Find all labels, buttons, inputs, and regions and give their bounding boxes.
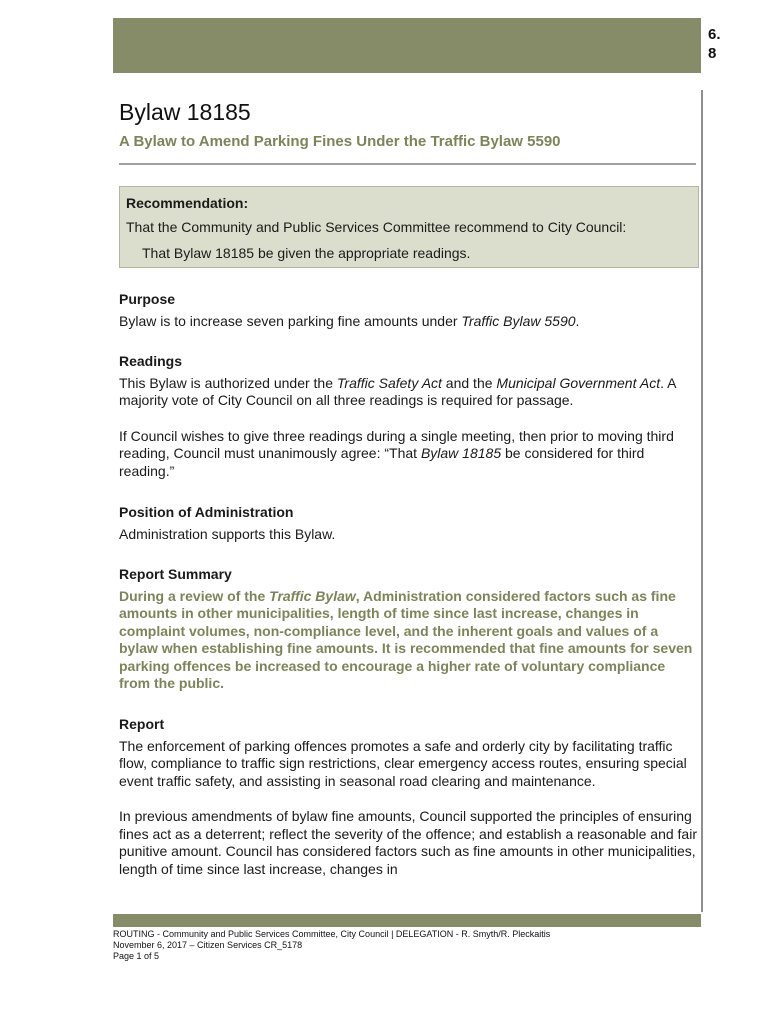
purpose-heading: Purpose [119, 291, 176, 307]
report-summary-heading: Report Summary [119, 566, 232, 582]
report-summary-section [119, 566, 699, 693]
position-section [119, 504, 699, 543]
footer-page-number: Page 1 of 5 [113, 951, 160, 961]
footer-date: November 6, 2017 – Citizen Services CR_5178 [113, 940, 303, 950]
readings-paragraph-1: This Bylaw is authorized under the Traffic Safety Act and the Municipal Government Act. A majority vote of City Council on all three readings is required for passage. [119, 374, 676, 408]
title-divider [119, 163, 696, 165]
position-text: Administration supports this Bylaw. [119, 525, 336, 542]
recommendation-motion: That Bylaw 18185 be given the appropriate readings. [142, 245, 471, 261]
purpose-text: Bylaw is to increase seven parking fine amounts under Traffic Bylaw 5590. [119, 312, 580, 329]
recommendation-text: That the Community and Public Services Committee recommend to City Council: [126, 219, 627, 235]
readings-section [119, 353, 699, 480]
page-title: Bylaw 18185 [119, 99, 251, 125]
agenda-item-number: 6. 8 [708, 26, 721, 62]
header-bar [113, 18, 701, 73]
report-paragraph-1: The enforcement of parking offences promotes a safe and orderly city by facilitating traffic flow, compliance to traffic sign restrictions, clear emergency access routes, ensuring special event traffic safety, and assisting in seasonal road clearing and maintenance. [119, 737, 687, 789]
page-subtitle: A Bylaw to Amend Parking Fines Under the Traffic Bylaw 5590 [119, 133, 561, 150]
readings-paragraph-2: If Council wishes to give three readings during a single meeting, then prior to moving third reading, Council must unanimously agree: “That Bylaw 18185 be considered for third reading.” [119, 427, 674, 479]
recommendation-heading: Recommendation: [126, 195, 249, 211]
report-paragraph-2: In previous amendments of bylaw fine amounts, Council supported the principles of ensuring fines act as a deterrent; reflect the severity of the offence; and establish a reasonable and fair punitive amount. Council has considered factors such as fine amounts in other municipalities, length of time since last increase, changes in [119, 808, 697, 877]
report-heading: Report [119, 716, 165, 732]
report-summary-text: During a review of the Traffic Bylaw, Administration considered factors such as fine amounts in other municipalities, length of time since last increase, changes in complaint volumes, non-compliance level, and the inherent goals and values of a bylaw when establishing fine amounts. It is recommended that fine amounts for seven parking offences be increased to encourage a higher rate of voluntary compliance from the public. [119, 587, 693, 691]
footer-bar [113, 914, 701, 927]
readings-heading: Readings [119, 353, 183, 369]
recommendation-box [119, 186, 699, 268]
report-section [119, 716, 699, 878]
footer-routing: ROUTING - Community and Public Services Committee, City Council | DELEGATION - R. Smyth/R. Pleckaitis [113, 929, 551, 939]
purpose-section [119, 291, 699, 330]
right-margin-rule [701, 90, 703, 912]
position-heading: Position of Administration [119, 504, 294, 520]
